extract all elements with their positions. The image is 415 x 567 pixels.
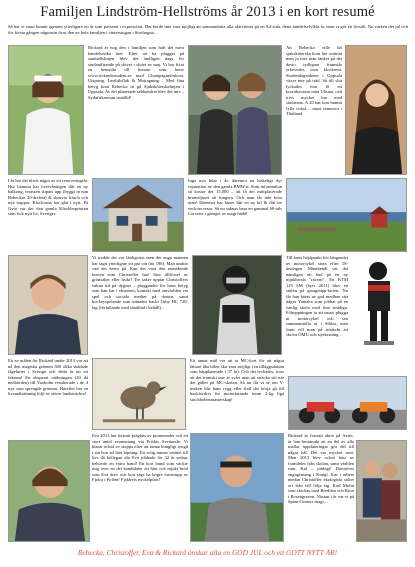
photo-bird xyxy=(92,358,186,430)
text-body: Vi trodde det var färdigväxt men det unga mannen har tagit ytterligare ett par cm (nu 186). Man undrar vad det beror på. Kan det vara den enastående kosten som Christoffer har! Stor tillförsel av grönsaker eller frukt? Tre saker upptar Christoffers vakna tid på dygnet – pluggandet för hans betyg som han har i ekonomi, kontakt med omvärlden via spel och sociala medier på datorn, samt hockeyspelande som tränades backi Tuby HC 720-lag (förfallande med tändtlad i behåll)… xyxy=(92,255,188,310)
photo-rebecka-portrait xyxy=(345,45,407,175)
text-body: Rickard är fortsatt aktiv på Aztec, är han bestämda att en del av alla mallar uppdateringar gör del till några hål. Det var mycket runt. Men 2013 blev också bäst av framdeles från skolan, samt världen runt. Kul – jobbigt! Därutöver engagemang i Kungl. Kar i arbete medan Christoffer ekologiskt söker ort från vill följa sig. Karl Molin som skickas med Bredden och Rose i Rosengraven. Nästan i år var vi på Spine Centers magi… xyxy=(288,433,354,504)
photo-motorcycles xyxy=(288,376,407,430)
text-body: Eva 2013 har fortsatt präglats av promenader och ett stort antal evenemang via Friskis Svettande. Vi klarar också av stoppa efter att tunna kungligt tyngd i sin hon att lära löpning. Ett rolig minne vattnet till livs då kollegan där Eva jobbade för 32 år sedan, behövde en extra hand! En kort hund som väckte mig över en del kandidater ett hårt och mjukt bröd som Eva drev och hon sägs ha högre fartstrupp av Fjolor i Pollen! Fjolårets nyckelplats! xyxy=(92,433,188,482)
text-eva xyxy=(92,433,188,542)
intro-paragraph: Så har vi snart hunnit igenom ytterligare ett år som passerat i expressfart. Det borde inte vara möjligt att sammanfatta alla aktiviteter på en A4-sida, detta händelsefyllda år, men vi gör ett försök. Nu varken det jul och för första gången någonsin firas den av hela familjen i vinterstugan i Storhogna… xyxy=(8,24,408,35)
text-mc-license xyxy=(190,358,284,438)
photo-eva xyxy=(8,440,90,542)
text-cars xyxy=(188,178,282,254)
text-body: Rickard är nog den i familjen som haft det mest händelserika året. Efter att ha pluggat på samhällslinjen blev det ändligen dags för studentfirande på skivet i slutet av maj. Vi har fixat en hemsida till honom som heter www.rickardsstudent.se med Champagnefrukost, Utspring, Lastbilsflak & Mottagning… Med fina betyg kom Rebecka in på Sjuksköterskelinjen i Uppsala. Av det planerade sabbatsåret blev det inte – Sydafrikaresan inställd! xyxy=(88,45,184,100)
photo-coast xyxy=(286,178,407,252)
footer-greeting: Rebecka, Christoffer, Eva & Rickard önskar alla en GOD JUL och ett GOTT NYTT ÅR! xyxy=(77,548,338,557)
text-renovation xyxy=(8,178,88,254)
text-body: Till årets höjdpunkt hör bärgandet av motorcykel strax efter 18-årsdagen. Minabendi var det nämligen ett bud på en ny mjukbroda "racern". En KTM 125 SM (hyrs 2011) blev en stulen på garageupp-farten. Nu får han bäras av god medlem rätt några Yamaha som jobbat på en vanlig skola med fina smidiga. Föhoppningen är att smart plugga ut motorcykel och sen sammanställa ut i Sthlm, men fram vill man på tröskeln att skriva ÖMU och styrkerning… xyxy=(286,255,348,337)
photo-group-bottom xyxy=(356,440,407,542)
text-body: Ett av målen för Rickard under 2013 var att nå den magiska gränsen 300 olika skådade fågelarter i Sverige och detta är nu ett faktum! En desperat utökningen (20 då nedbörden) till Vaxholm resulterade i de 4 nya som sprengde gränsen. Härefter har en livsmålsättning följt av större landsträckor! xyxy=(8,358,88,396)
page-title: Familjen Lindström-Hellströms år 2013 i en kort resumé xyxy=(40,4,375,20)
text-body: I år har det blivit något av ett renoveringsår. Hur bemma har övervåningen fått en ny balkong, terassen slipats upp (byggt in nan Rebeckas 20-årsfest) & skruvat fräsch och nya trappor. Klockorna har gått i nytt. På Gytö var det den gamla Klockboprästen som fick nytt liv. Sveriges xyxy=(8,178,88,216)
text-body: Att Rebecka ville bli sjuksköterska kom lite oväntat men ju mer man tänker på det desto tydligare framstår yrkesvalet som klockrent. Studentlägenheter i Uppsala växer inte på träd. Så till slut lyckades hon få ett korridorsrum nära Ultuna, och trivs mycket bra med studierna. A 20 har hon hunnit fylla också – samt semestra i Thailand. xyxy=(286,45,342,116)
text-rickard-student xyxy=(88,45,184,175)
text-body: Inga nya bilar i år, däremot en hiskeligt dyr reparation av den gamla BMW:n. Som information så kostar det 15.000 – att få det mittplacerade bromsljuset att fungera. Och man får inte köra utan! Däremot har huset fått en ny bil & fått tre veckors resor. Så nu saknas bara en gammal 60-tals Corvette i garaget av magi hädä! xyxy=(188,178,282,216)
photo-rickard-man xyxy=(190,433,284,542)
photo-rebecka-student xyxy=(8,45,84,175)
text-motorcycle xyxy=(286,255,348,373)
photo-women-group xyxy=(188,45,282,175)
text-christoffer xyxy=(92,255,188,355)
photo-christoffer xyxy=(8,255,88,355)
text-rebecka-nurse xyxy=(286,45,342,175)
text-body: Ett annat mål var att ta MC-kort för att några lättare åka bilen ska vara möjligt (en tilläggsdatum som häpplanerade t 37 år). Och det lyckades, trots att det ironiskt inte är svårt utan att sträcka sitt när det gäller på MC-skolan. Så nu får vi se om V-maken blir hans rygg eller ifall det börja gå till backfordret för motorfarande inom 2-kg liga stockholmsmästerskap! xyxy=(190,358,284,402)
photo-hockey-player xyxy=(350,255,407,355)
photo-house xyxy=(92,178,184,252)
text-rickard-hobbies xyxy=(288,433,354,542)
text-birds xyxy=(8,358,88,438)
photo-motocross xyxy=(192,255,282,355)
